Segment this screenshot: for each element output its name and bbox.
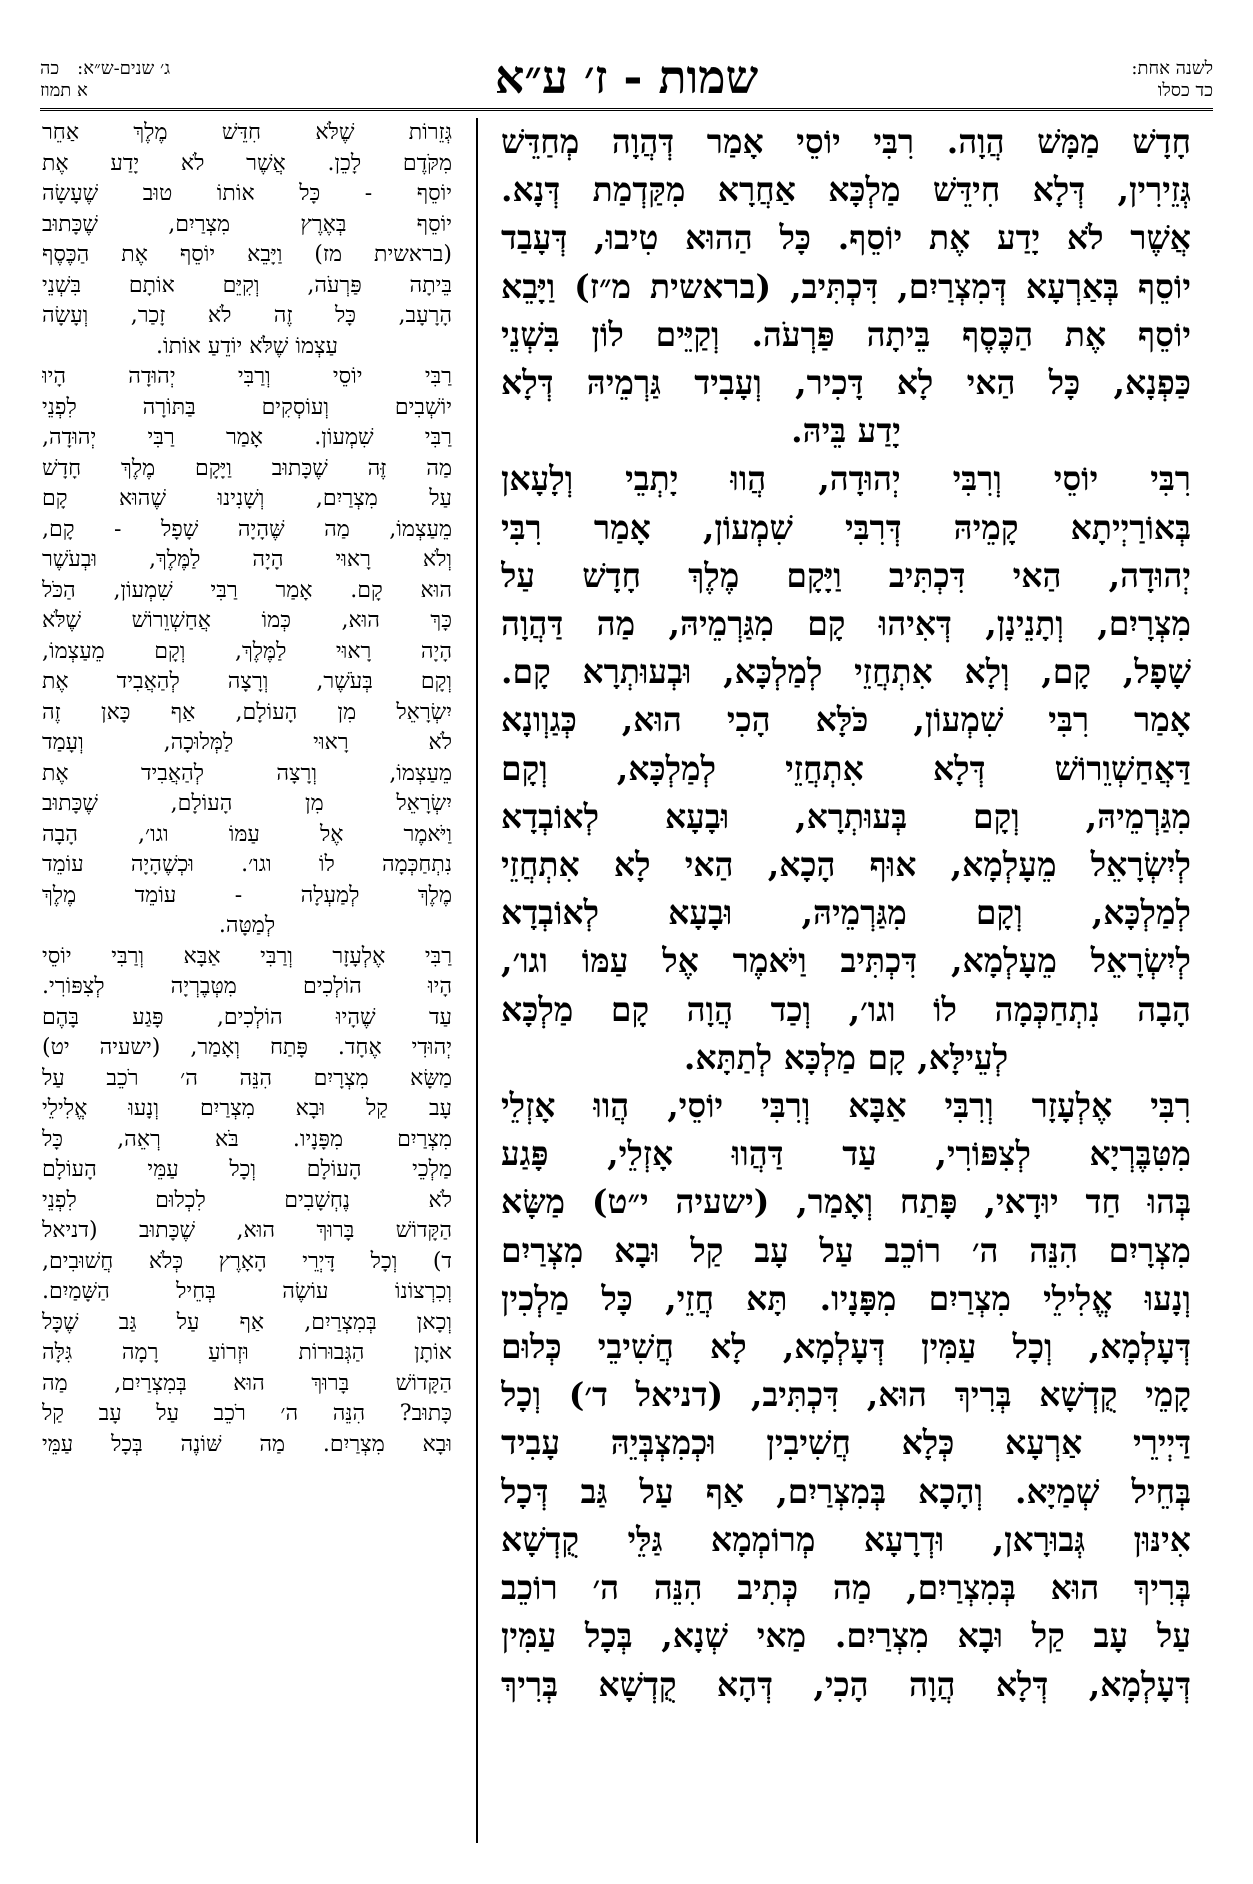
side-text-line: רַבִּי אֶלְעָזָר וְרַבִּי אַבָּא וְרַבִּי יוֹסֵי	[42, 943, 452, 969]
header-three-year-cycle	[40, 58, 170, 102]
side-text-line: הוּא קָם. אָמַר רַבִּי שִׁמְעוֹן, הַכֹּל	[42, 577, 452, 603]
main-text-line: מִגַּרְמֵיהּ, וְקָם בְּעוּתְרָא, וּבָעָא לְאוֹבְדָא	[501, 796, 1191, 836]
side-text-line: עָב קַל וּבָא מִצְרַיִם וְנָעוּ אֱלִילֵי	[42, 1096, 452, 1121]
page-title: שמות - ז׳ ע״א	[494, 50, 759, 104]
main-text-line: קָמֵי קֻדְשָׁא בְּרִיךְ הוּא, דִּכְתִּיב, (דניאל ד׳) וְכָל	[501, 1375, 1191, 1415]
side-text-line: מֵעַצְמוֹ, וְרָצָה לְהַאֲבִיד אֶת	[42, 760, 452, 786]
side-text-line: רַבִּי שִׁמְעוֹן. אָמַר רַבִּי יְהוּדָה,	[42, 425, 452, 450]
main-text-line: לְיִשְׂרָאֵל מֵעָלְמָא, דִּכְתִּיב וַיֹּאמֶר אֶל עַמּוֹ וגו׳,	[501, 941, 1191, 981]
hebrew-translation-column	[42, 118, 452, 1848]
side-text-line: וְכִרְצוֹנוֹ עוֹשֶׂה בְּחֵיל הַשָּׁמַיִם.	[42, 1279, 452, 1304]
main-text-line: יָדַע בֵּיהּ.	[791, 411, 901, 451]
side-text-line: (בראשית מז) וַיָּבֵא יוֹסֵף אֶת הַכֶּסֶף	[42, 242, 452, 267]
side-text-line: הַקָּדוֹשׁ בָּרוּךְ הוּא בְּמִצְרַיִם, מַה	[42, 1370, 452, 1396]
side-text-line: עַל מִצְרַיִם, וְשָׁנִינוּ שֶׁהוּא קָם	[42, 486, 452, 511]
side-text-line: הָיוּ הוֹלְכִים מִטְּבֶרְיָה לְצִפּוֹרִי.	[42, 974, 452, 999]
side-text-line: אוֹתָן הַגְּבוּרוֹת וּזְרוֹעַ רָמָה גִּלָּה	[42, 1340, 452, 1365]
side-text-line: וְלֹא רָאוּי הָיָה לַמֶּלֶךְ, וּבְעֹשֶׁר	[42, 547, 452, 572]
side-text-line: בֵּיתָה פַּרְעֹה, וְקִיֵּם אוֹתָם בִּשְׁנֵי	[42, 272, 452, 298]
main-text-line: אֲשֶׁר לֹא יָדַע אֶת יוֹסֵף. כָּל הַהוּא טִיבוּ, דְּעָבַד	[501, 218, 1191, 258]
main-text-line: לְיִשְׂרָאֵל מֵעָלְמָא, אוּף הָכָא, הַאי לָא אִתְחֲזֵי	[501, 845, 1191, 885]
main-text-line: חָדָשׁ מַמָּשׁ הֲוָה. רִבִּי יוֹסֵי אָמַר דְּהֲוָה מְחַדֵּשׁ	[501, 122, 1191, 161]
main-text-line: בְּהוּ חַד יוּדָאי, פָּתַח וְאָמַר, (ישעיה י״ט) מַשָּׂא	[501, 1182, 1191, 1222]
main-text-line: בְּרִיךְ הוּא בְּמִצְרַיִם, מַה כְּתִיב הִנֵּה ה׳ רוֹכֵב	[501, 1568, 1191, 1608]
main-text-line: לְמַלְכָּא, וְקָם מִגַּרְמֵיהּ, וּבָעָא לְאוֹבְדָא	[501, 893, 1191, 933]
main-text-line: רִבִּי יוֹסֵי וְרִבִּי יְהוּדָה, הֲווּ יָתְבֵי וְלָעָאן	[501, 459, 1191, 499]
main-text-line: לְעֵילָּא, קָם מַלְכָּא לְתַתָּא.	[683, 1037, 1009, 1077]
one-year-date: כד כסלו	[1157, 80, 1213, 101]
side-text-line: מַלְכֵי הָעוֹלָם וְכָל עַמֵּי הָעוֹלָם	[42, 1157, 452, 1182]
main-text-line: רִבִּי אֶלְעָזָר וְרִבִּי אַבָּא וְרִבִּי יוֹסֵי, הֲווּ אָזְלֵי	[501, 1086, 1191, 1126]
main-text-line: גְּזֵירִין, דְּלָא חִידֵּשׁ מַלְכָּא אַחֲרָא מִקַּדְמַת דְּנָא.	[501, 170, 1191, 210]
main-text-line: דְּעָלְמָא, דְּלָא הֲוָה הָכִי, דְּהָא קֻדְשָׁא בְּרִיךְ	[501, 1664, 1191, 1704]
side-text-line: וּבָא מִצְרַיִם. מַה שּׁוֹנֶה בְּכָל עַמֵּי	[42, 1431, 452, 1457]
main-text-line: דַּיְירֵי אַרְעָא כְּלָא חֲשִׁיבִין וּכְמִצְבְּיֵהּ עָבִיד	[501, 1423, 1191, 1463]
header-rule	[40, 108, 1213, 111]
main-text-line: מִצְרָיִם הִנֵּה ה׳ רוֹכֵב עַל עָב קַל וּבָא מִצְרַיִם	[501, 1230, 1191, 1270]
main-text-line: בְּחֵיל שְׁמַיָּא. וְהָכָא בְּמִצְרַיִם, אַף עַל גַּב דְּכָל	[501, 1471, 1191, 1511]
side-text-line: לֹא רָאוּי לַמְּלוּכָה, וְעָמַד	[42, 730, 452, 755]
main-text-line: דְּעָלְמָא, וְכָל עַמִּין דְּעָלְמָא, לָא חֲשִׁיבֵי כְּלוּם	[501, 1327, 1191, 1367]
side-text-line: עַצְמוֹ שֶׁלֹּא יוֹדֵעַ אוֹתוֹ.	[156, 333, 338, 359]
page-number: כה	[40, 58, 60, 79]
side-text-line: יִשְׂרָאֵל מִן הָעוֹלָם, שֶׁכָּתוּב	[42, 791, 452, 816]
side-text-line: וְכָאן בְּמִצְרַיִם, אַף עַל גַּב שֶׁכָּל	[42, 1309, 452, 1335]
main-text-line: יְהוּדָה, הַאי דִּכְתִּיב וַיָּקָם מֶלֶךְ חָדָשׁ עַל	[501, 555, 1191, 595]
side-text-line: לְמַטָּה.	[218, 913, 276, 938]
side-text-line: רַבִּי יוֹסֵי וְרַבִּי יְהוּדָה הָיוּ	[42, 364, 452, 389]
side-text-line: וְקָם בְּעֹשֶׁר, וְרָצָה לְהַאֲבִיד אֶת	[42, 669, 452, 694]
side-text-line: יוֹסֵף - כָּל אוֹתוֹ טוּב שֶׁעָשָׂה	[42, 181, 452, 206]
side-text-line: הָרָעָב, כָּל זֶה לֹא זָכַר, וְעָשָׂה	[42, 303, 452, 328]
side-text-line: מַה זֶּה שֶׁכָּתוּב וַיָּקָם מֶלֶךְ חָדָשׁ	[42, 455, 452, 481]
three-year-label: ג׳ שנים-ש״א:	[77, 58, 171, 79]
main-text-line: מִצְרָיִם, וְתָנֵינָן, דְּאִיהוּ קָם מִגַּרְמֵיהּ, מַה דַּהֲוָה	[501, 604, 1191, 644]
main-text-line: יוֹסֵף בְּאַרְעָא דְּמִצְרַיִם, דִּכְתִּיב, (בראשית מ״ז) וַיָּבֵא	[501, 266, 1191, 306]
main-text-line: אִינּוּן גְּבוּרָאן, וּדְרָעָא מְרוֹמְמָא גַּלֵּי קֻדְשָׁא	[501, 1519, 1191, 1559]
side-text-line: הָיָה רָאוּי לַמֶּלֶךְ, וְקָם מֵעַצְמוֹ,	[42, 638, 452, 664]
side-text-line: עַד שֶׁהָיוּ הוֹלְכִים, פָּגַע בָּהֶם	[42, 1004, 452, 1030]
side-text-line: מֵעַצְמוֹ, מַה שֶּׁהָיָה שָׁפָל - קָם,	[42, 516, 452, 542]
side-text-line: ד) וְכָל דָּיְרֵי הָאָרֶץ כְּלֹא חֲשׁוּבִים,	[42, 1248, 452, 1274]
side-text-line: וַיֹּאמֶר אֶל עַמּוֹ וגו׳, הָבָה	[42, 821, 452, 847]
column-divider	[476, 118, 478, 1843]
main-text-line: אָמַר רִבִּי שִׁמְעוֹן, כֹּלָּא הָכִי הוּא, כְּגַוְונָא	[501, 700, 1191, 740]
side-text-line: לֹא נֶחְשָׁבִים לִכְלוּם לִפְנֵי	[42, 1187, 452, 1213]
three-year-date: א תמוז	[40, 80, 88, 101]
aramaic-main-column	[501, 118, 1191, 1848]
main-text-line: וְנָעוּ אֱלִילֵי מִצְרַיִם מִפָּנָיו. תָּא חֲזֵי, כָּל מַלְכִין	[501, 1278, 1191, 1318]
side-text-line: יוֹשְׁבִים וְעוֹסְקִים בַּתּוֹרָה לִפְנֵי	[42, 394, 452, 420]
main-text-line: עַל עָב קַל וּבָא מִצְרַיִם. מַאי שְׁנָא, בְּכָל עַמִּין	[501, 1616, 1191, 1656]
main-text-line: שָׁפָל, קָם, וְלָא אִתְחֲזֵי לְמַלְכָּא, וּבְעוּתְרָא קָם.	[501, 652, 1191, 692]
side-text-line: מֶלֶךְ לְמַעְלָה - עוֹמֵד מֶלֶךְ	[42, 882, 452, 908]
side-text-line: יִשְׂרָאֵל מִן הָעוֹלָם, אַף כָּאן זֶה	[42, 699, 452, 725]
side-text-line: מִצְרַיִם מִפָּנָיו. בֹּא רְאֵה, כָּל	[42, 1126, 452, 1152]
side-text-line: כָּתוּב? הִנֵּה ה׳ רֹכֵב עַל עָב קַל	[42, 1401, 452, 1426]
side-text-line: גְּזֵרוֹת שֶׁלֹּא חִדֵּשׁ מֶלֶךְ אַחֵר	[42, 120, 452, 145]
side-text-line: הַקָּדוֹשׁ בָּרוּךְ הוּא, שֶׁכָּתוּב (דניאל	[42, 1218, 452, 1243]
main-text-line: בְּאוֹרַיְיתָא קָמֵיהּ דְּרִבִּי שִׁמְעוֹן, אָמַר רִבִּי	[501, 507, 1191, 547]
side-text-line: מִקֹּדֶם לָכֵן. אֲשֶׁר לֹא יָדַע אֶת	[42, 150, 452, 176]
side-text-line: נִתְחַכְּמָה לוֹ וגו׳. וּכְשֶׁהָיָה עוֹמֵד	[42, 852, 452, 877]
side-text-line: יוֹסֵף בְּאֶרֶץ מִצְרַיִם, שֶׁכָּתוּב	[42, 211, 452, 237]
main-text-line: יוֹסֵף אֶת הַכֶּסֶף בֵּיתָה פַּרְעֹה. וְקַיֵּים לוֹן בִּשְׁנֵי	[501, 314, 1191, 354]
side-text-line: מַשָּׂא מִצְרָיִם הִנֵּה ה׳ רֹכֵב עַל	[42, 1065, 452, 1091]
side-text-line: יְהוּדִי אֶחָד. פָּתַח וְאָמַר, (ישעיה יט)	[42, 1035, 452, 1060]
main-text-line: כַּפְנָא, כָּל הַאי לָא דָּכִיר, וְעָבִיד גַּרְמֵיהּ דְּלָא	[501, 363, 1191, 403]
main-text-line: הָבָה נִתְחַכְּמָה לוֹ וגו׳, וְכַד הֲוָה קָם מַלְכָּא	[501, 989, 1191, 1029]
main-text-line: דַּאֲחַשְׁוֵרוֹשׁ דְּלָא אִתְחֲזֵי לְמַלְכָּא, וְקָם	[501, 748, 1191, 788]
side-text-line: כָּךְ הוּא, כְּמוֹ אֲחַשְׁוֵרוֹשׁ שֶׁלֹּא	[42, 608, 452, 633]
main-text-line: מִטִּבֶּרְיָא לְצִפּוֹרִי, עַד דַּהֲווּ אָזְלֵי, פָּגַע	[501, 1134, 1191, 1174]
one-year-label: לשנה אחת:	[1131, 58, 1213, 79]
